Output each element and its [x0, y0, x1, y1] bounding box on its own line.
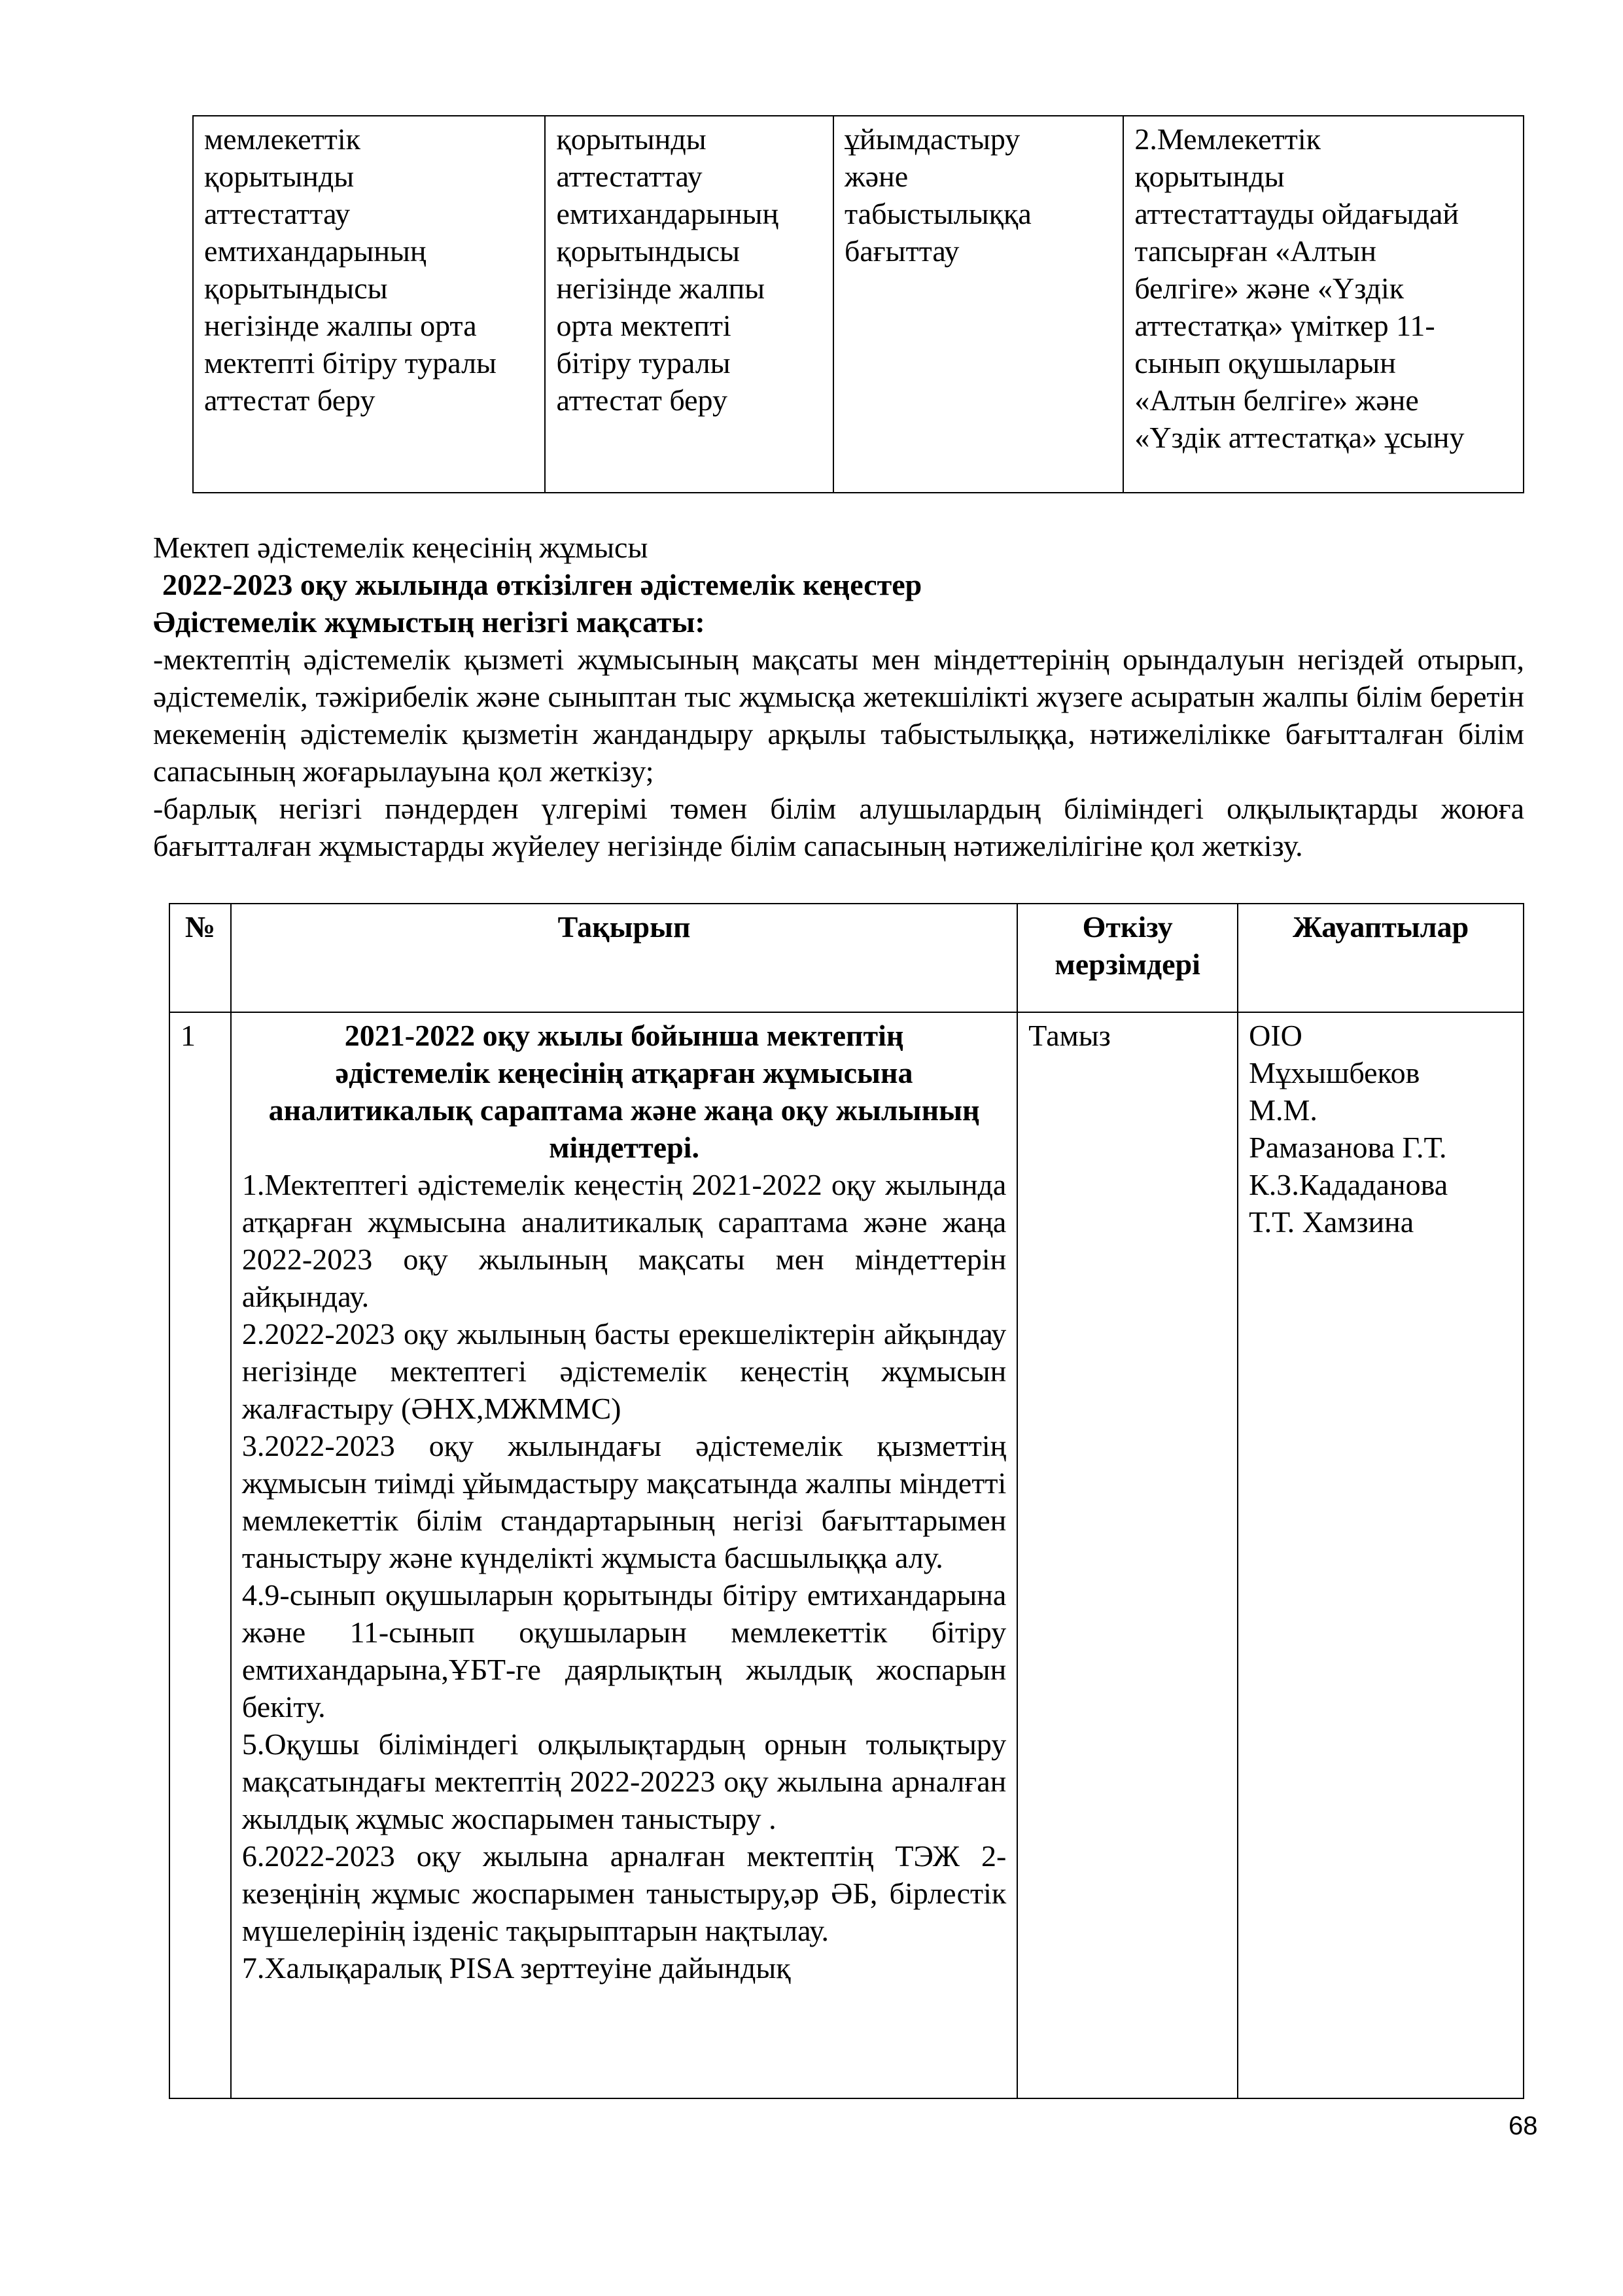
goal-paragraph-2: -барлық негізгі пәндерден үлгерімі төмен білім алушылардың біліміндегі олқылықтарды жоюға бағытталған жұмыстарды жүйелеу негізінде білім сапасының нәтижелілігіне қол жеткізу.: [153, 792, 1524, 862]
row-responsible: ОІО Мұхышбеков М.М. Рамазанова Г.Т. К.З.Кададанова Т.Т. Хамзина: [1238, 1012, 1524, 2098]
topic-item-1: 1.Мектептегі әдістемелік кеңестің 2021-2022 оқу жылында атқарған жұмысына аналитикалық сараптама және жаңа 2022-2023 оқу жылының мақсаты мен міндеттерін айқындау.: [241, 1168, 1007, 1313]
row-num: 1: [169, 1012, 231, 2098]
top-table-cell-2: қорытынды аттестаттау емтихандарының қорытындысы негізінде жалпы орта мектепті бітіру туралы аттестат беру: [545, 116, 833, 493]
page-number: 68: [1509, 2111, 1538, 2140]
goal-heading: Әдістемелік жұмыстың негізгі мақсаты:: [153, 605, 705, 639]
section-subheading: 2022-2023 оқу жылында өткізілген әдістемелік кеңестер: [162, 568, 922, 601]
goal-paragraph-1: -мектептің әдістемелік қызметі жұмысының мақсаты мен міндеттерінің орындалуын негіздей отырып, әдістемелік, тәжірибелік және сыныптан тыс жұмысқа жетекшілікті жүзеге асыратын жалпы білім беретін мекеменің әдістемелік қызметін жандандыру арқылы табыстылыққа, нәтижелілікке бағытталған білім сапасының жоғарылауына қол жеткізу;: [153, 643, 1524, 788]
header-num: №: [169, 904, 231, 1012]
continued-table: [192, 115, 1524, 493]
topic-item-5: 5.Оқушы біліміндегі олқылықтардың орнын толықтыру мақсатындағы мектептің 2022-20223 оқу жылына арналған жылдық жұмыс жоспарымен таныстыру .: [241, 1727, 1007, 1835]
topic-item-2: 2.2022-2023 оқу жылының басты ерекшеліктерін айқындау негізінде мектептегі әдістемелік кеңестің жұмысын жалғастыру (ӘНХ,МЖММС): [241, 1317, 1007, 1425]
header-responsible: Жауаптылар: [1238, 904, 1524, 1012]
topic-item-4: 4.9-сынып оқушыларын қорытынды бітіру емтихандарына және 11-сынып оқушыларын мемлекеттік бітіру емтихандарына,ҰБТ-ге даярлықтың жылдық жоспарын бекіту.: [241, 1578, 1007, 1723]
top-table-cell-4: 2.Мемлекеттік қорытынды аттестаттауды ойдағыдай тапсырған «Алтын белгіге» және «Үздік аттестатқа» үміткер 11- сынып оқушыларын «Алтын белгіге» және «Үздік аттестатқа» ұсыну: [1123, 116, 1524, 493]
row-title: 2021-2022 оқу жылы бойынша мектептің әдістемелік кеңесінің атқарған жұмысына аналитикалық сараптама және жаңа оқу жылының міндеттері.: [268, 1019, 980, 1164]
topic-item-7: 7.Халықаралық PISA зерттеуіне дайындық: [241, 1951, 791, 1985]
top-table-cell-3: ұйымдастыру және табыстылыққа бағыттау: [833, 116, 1123, 493]
header-dates: Өткізу мерзімдері: [1017, 904, 1238, 1012]
top-table-cell-1: мемлекеттік қорытынды аттестаттау емтихандарының қорытындысы негізінде жалпы орта мектепті бітіру туралы аттестат беру: [193, 116, 545, 493]
header-topic: Тақырып: [231, 904, 1017, 1012]
row-date: Тамыз: [1017, 1012, 1238, 2098]
table-header-row: [169, 904, 1524, 1012]
section-heading: Мектеп әдістемелік кеңесінің жұмысы: [153, 531, 648, 564]
councils-table: [169, 903, 1524, 2099]
intro-section: [153, 529, 1524, 864]
table-row: [169, 1012, 1524, 2098]
topic-item-3: 3.2022-2023 оқу жылындағы әдістемелік қызметтің жұмысын тиімді ұйымдастыру мақсатында жалпы міндетті мемлекеттік білім стандартарының негізі бағыттарымен таныстыру және күнделікті жұмыста басшылыққа алу.: [241, 1429, 1007, 1574]
topic-item-6: 6.2022-2023 оқу жылына арналған мектептің ТЭЖ 2-кезеңінің жұмыс жоспарымен таныстыру,әр ӘБ, бірлестік мүшелерінің ізденіс тақырыптарын нақтылау.: [241, 1839, 1007, 1947]
row-topic: [231, 1012, 1017, 2098]
